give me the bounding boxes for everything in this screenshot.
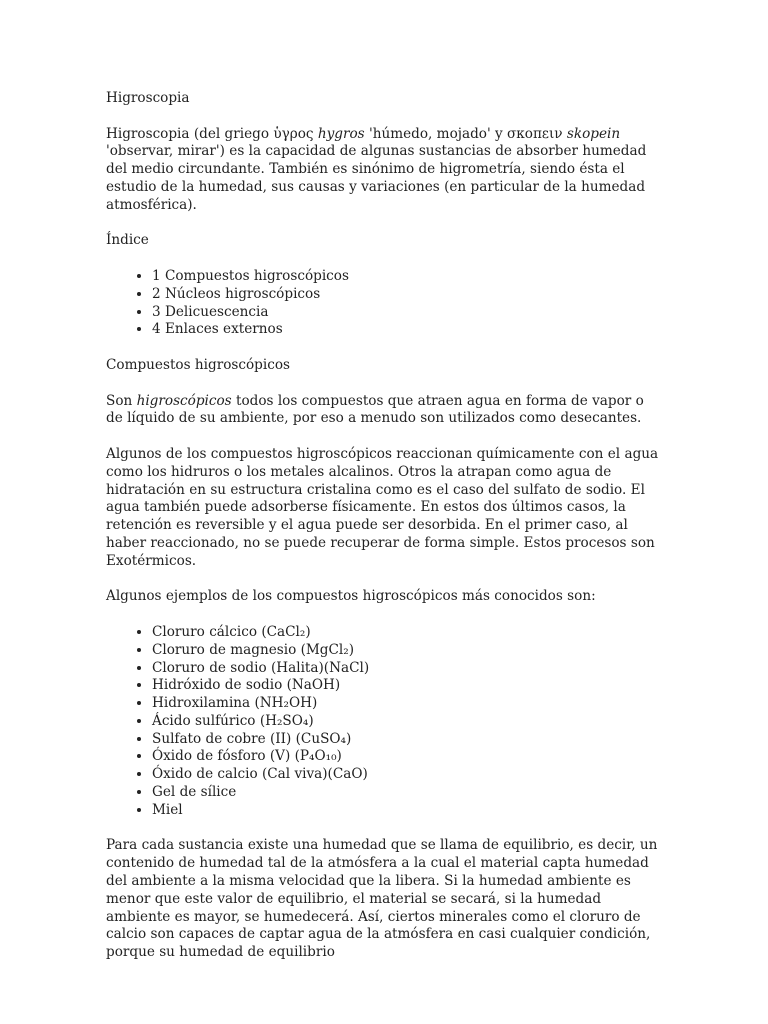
list-item-text: Óxido de fósforo (V) (P₄O₁₀) bbox=[152, 748, 342, 765]
toc-title bbox=[106, 232, 662, 250]
paragraph-text: Para cada sustancia existe una humedad que se llama de equilibrio, es decir, un contenido de humedad tal de la atmósfera a la cual el material capta humedad del ambiente a la misma velocidad que la libera. Si la humedad ambiente es menor que este valor de equilibrio, el material se secará, si la humedad ambiente es mayor, se humedecerá. Así, ciertos minerales como el cloruro de calcio son capaces de captar agua de la atmósfera en casi cualquier condición, porque su humedad de equilibrio bbox=[106, 837, 658, 961]
list-item bbox=[152, 677, 662, 695]
toc-item-label[interactable]: 4 Enlaces externos bbox=[152, 321, 283, 338]
paragraph-italic: higroscópicos bbox=[136, 392, 232, 409]
list-item-text: Hidróxido de sodio (NaOH) bbox=[152, 677, 341, 694]
section-heading-text: Compuestos higroscópicos bbox=[106, 356, 290, 373]
toc-item-delicuescencia[interactable] bbox=[152, 304, 662, 322]
list-item bbox=[152, 748, 662, 766]
list-item-text: Gel de sílice bbox=[152, 784, 237, 801]
list-item bbox=[152, 802, 662, 820]
intro-text-1: Higroscopia (del griego ὑγρος bbox=[106, 125, 318, 142]
section-paragraph-1 bbox=[106, 393, 662, 429]
list-item-text: Ácido sulfúrico (H₂SO₄) bbox=[152, 712, 314, 729]
list-item bbox=[152, 731, 662, 749]
toc-item-enlaces[interactable] bbox=[152, 321, 662, 339]
paragraph-text: Algunos de los compuestos higroscópicos reaccionan químicamente con el agua como los hidruros o los metales alcalinos. Otros la atrapan como agua de hidratación en su estructura cristalina como es el caso del sulfato de sodio. El agua también puede adsorberse físicamente. En estos dos últimos casos, la retención es reversible y el agua puede ser desorbida. En el primer caso, al haber reaccionado, no se puede recuperar de forma simple. Estos procesos son Exotérmicos. bbox=[106, 445, 659, 569]
toc-item-label[interactable]: 2 Núcleos higroscópicos bbox=[152, 285, 321, 302]
list-item-text: Cloruro cálcico (CaCl₂) bbox=[152, 623, 311, 640]
toc-item-nucleos[interactable] bbox=[152, 286, 662, 304]
list-item-text: Cloruro de magnesio (MgCl₂) bbox=[152, 641, 355, 658]
section-paragraph-2 bbox=[106, 446, 662, 571]
intro-text-2: 'húmedo, mojado' y σκοπειν bbox=[364, 125, 567, 142]
toc-title-text: Índice bbox=[106, 232, 149, 249]
page-title-text: Higroscopia bbox=[106, 90, 190, 106]
intro-italic-hygros: hygros bbox=[317, 125, 365, 142]
list-item bbox=[152, 624, 662, 642]
intro-italic-skopein: skopein bbox=[566, 125, 621, 142]
paragraph-text: todos los compuestos que atraen agua en forma de vapor o de líquido de su ambiente, por eso a menudo son utilizados como desecantes. bbox=[106, 392, 644, 427]
list-item bbox=[152, 695, 662, 713]
toc-list bbox=[106, 268, 662, 339]
list-item-text: Miel bbox=[152, 801, 183, 818]
toc-item-label[interactable]: 3 Delicuescencia bbox=[152, 303, 269, 320]
section-heading-compuestos bbox=[106, 357, 662, 375]
list-item-text: Óxido de calcio (Cal viva)(CaO) bbox=[152, 766, 368, 783]
intro-paragraph bbox=[106, 126, 662, 215]
page-title bbox=[106, 90, 662, 108]
list-item bbox=[152, 660, 662, 678]
section-paragraph-3 bbox=[106, 588, 662, 606]
list-item bbox=[152, 784, 662, 802]
paragraph-text: Son bbox=[106, 392, 137, 409]
list-item bbox=[152, 713, 662, 731]
document-page bbox=[106, 90, 662, 980]
intro-text-3: 'observar, mirar') es la capacidad de algunas sustancias de absorber humedad del medio circundante. También es sinónimo de higrometría, siendo ésta el estudio de la humedad, sus causas y variaciones (en particular de la humedad atmosférica). bbox=[106, 143, 647, 213]
list-item bbox=[152, 642, 662, 660]
list-item bbox=[152, 766, 662, 784]
list-item-text: Hidroxilamina (NH₂OH) bbox=[152, 695, 318, 712]
list-item-text: Sulfato de cobre (II) (CuSO₄) bbox=[152, 730, 352, 747]
toc-item-label[interactable]: 1 Compuestos higroscópicos bbox=[152, 267, 349, 284]
toc-item-compuestos[interactable] bbox=[152, 268, 662, 286]
examples-list bbox=[106, 624, 662, 820]
section-paragraph-4 bbox=[106, 837, 662, 962]
list-item-text: Cloruro de sodio (Halita)(NaCl) bbox=[152, 659, 370, 676]
paragraph-text: Algunos ejemplos de los compuestos higroscópicos más conocidos son: bbox=[106, 588, 596, 605]
